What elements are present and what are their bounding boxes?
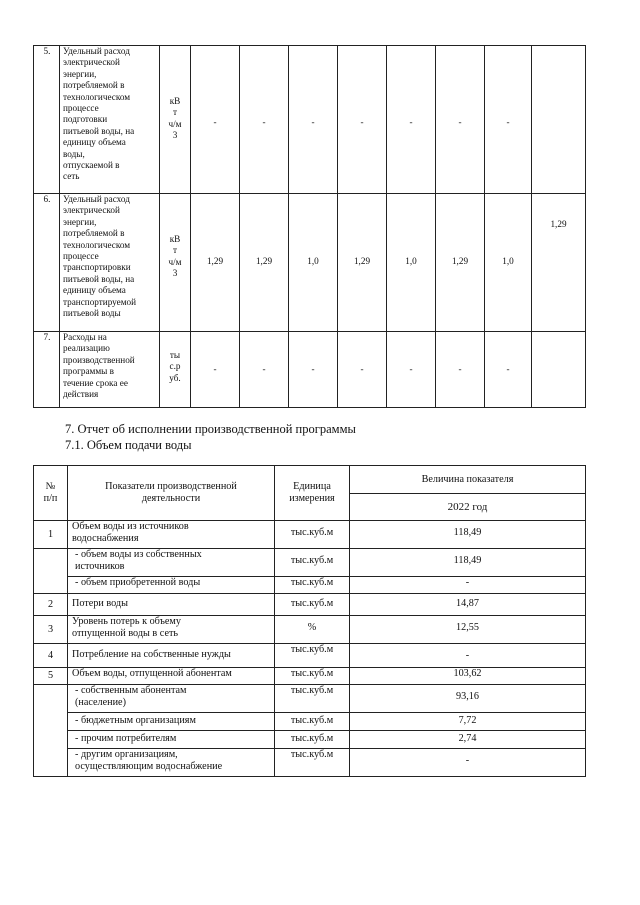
indicators-table	[33, 45, 586, 408]
indicator-name: Объем воды, отпущенной абонентам	[68, 668, 275, 685]
text-line: п/п	[43, 493, 58, 504]
text-line: Удельный расход	[63, 46, 130, 56]
header-num	[34, 466, 68, 521]
text-line: производственной	[63, 354, 135, 365]
row-number: 7.	[34, 332, 60, 408]
value-cell: -	[387, 46, 436, 194]
text-line: 3	[172, 268, 178, 279]
value-cell: 1,0	[485, 194, 532, 332]
value-cell: 1,29	[338, 194, 387, 332]
value-cell: -	[191, 46, 240, 194]
table-row	[34, 549, 586, 577]
indicator-name: - объем приобретенной воды	[68, 577, 275, 594]
indicator-name	[68, 685, 275, 713]
water-supply-table	[33, 465, 586, 777]
text-line: Уровень потерь к объему	[72, 616, 181, 627]
unit-cell: тыс.куб.м	[275, 713, 350, 731]
value-cell: -	[436, 46, 485, 194]
text-line: электрической	[63, 57, 120, 68]
text-line: деятельности	[141, 493, 201, 504]
text-line: потребляемой в	[63, 80, 125, 91]
table-row	[34, 644, 586, 668]
table-row	[34, 616, 586, 644]
text-line: технологическом	[63, 91, 131, 102]
section-title: 7. Отчет об исполнении производственной программы	[65, 422, 356, 436]
text-line: сеть	[63, 171, 80, 182]
value-cell: 7,72	[350, 713, 586, 731]
text-line: единицу объема	[63, 137, 126, 148]
table-row	[34, 731, 586, 749]
row-number: 1	[34, 521, 68, 549]
text-line: Единица	[293, 481, 331, 492]
value-cell: 1,0	[289, 194, 338, 332]
table-row	[34, 577, 586, 594]
text-line: транспортировки	[63, 262, 131, 273]
text-line: потребляемой в	[63, 228, 125, 239]
unit-cell: тыс.куб.м	[275, 685, 350, 713]
text-line: течение срока ее	[63, 377, 128, 388]
unit-cell: тыс.куб.м	[275, 577, 350, 594]
value-cell: 118,49	[350, 549, 586, 577]
value-cell: 1,29	[532, 194, 586, 332]
unit-cell	[160, 332, 191, 408]
indicator-name: - бюджетным организациям	[68, 713, 275, 731]
row-number: 3	[34, 616, 68, 644]
text-line: энергии,	[63, 68, 97, 79]
value-cell: -	[338, 332, 387, 408]
text-line: кВ	[169, 96, 181, 106]
indicator-name	[68, 749, 275, 777]
table-row	[34, 594, 586, 616]
header-year: 2022 год	[350, 494, 586, 521]
row-number: 4	[34, 644, 68, 668]
text-line: технологическом	[63, 239, 131, 250]
text-line: измерения	[289, 493, 335, 504]
text-line: отпускаемой в	[63, 160, 120, 171]
indicator-name: - прочим потребителям	[68, 731, 275, 749]
value-cell: -	[485, 332, 532, 408]
header-unit	[275, 466, 350, 521]
table-row	[34, 713, 586, 731]
unit-cell: тыс.куб.м	[275, 668, 350, 685]
subsection-title: 7.1. Объем подачи воды	[65, 438, 192, 452]
table-row	[34, 46, 586, 194]
text-line: ты	[169, 350, 181, 360]
table-row	[34, 521, 586, 549]
row-number: 6.	[34, 194, 60, 332]
value-cell	[532, 46, 586, 194]
unit-cell: тыс.куб.м	[275, 749, 350, 777]
table-row	[34, 332, 586, 408]
text-line: ч/м	[168, 256, 182, 267]
text-line: Удельный расход	[63, 194, 130, 204]
text-line: питьевой воды, на	[63, 125, 135, 136]
text-line: программы в	[63, 366, 114, 377]
row-number: 2	[34, 594, 68, 616]
table-row	[34, 194, 586, 332]
value-cell: 12,55	[350, 616, 586, 644]
text-line: осуществляющим водоснабжение	[75, 761, 223, 772]
text-line: - другим организациям,	[75, 749, 178, 760]
value-cell: -	[387, 332, 436, 408]
text-line: водоснабжения	[72, 533, 139, 544]
text-line: питьевой воды, на	[63, 273, 135, 284]
text-line: т	[172, 107, 177, 118]
value-cell: -	[350, 644, 586, 668]
unit-cell: %	[275, 616, 350, 644]
indicator-name	[60, 194, 160, 332]
text-line: кВ	[169, 234, 181, 244]
row-number	[34, 685, 68, 777]
unit-cell: тыс.куб.м	[275, 549, 350, 577]
value-cell: -	[240, 46, 289, 194]
unit-cell: тыс.куб.м	[275, 521, 350, 549]
text-line: транспортируемой	[63, 296, 137, 307]
value-cell: 1,29	[436, 194, 485, 332]
text-line: (население)	[75, 697, 126, 708]
header-value-title: Величина показателя	[350, 466, 586, 494]
text-line: энергии,	[63, 216, 97, 227]
unit-cell	[160, 194, 191, 332]
text-line: т	[172, 245, 177, 256]
value-cell: -	[338, 46, 387, 194]
text-line: подготовки	[63, 114, 108, 125]
indicator-name	[68, 616, 275, 644]
text-line: воды,	[63, 148, 85, 159]
value-cell: 93,16	[350, 685, 586, 713]
text-line: - собственным абонентам	[75, 685, 187, 696]
text-line: уб.	[169, 372, 181, 383]
table-row	[34, 668, 586, 685]
value-cell: 1,0	[387, 194, 436, 332]
value-cell: 14,87	[350, 594, 586, 616]
row-number	[34, 549, 68, 594]
text-line: ч/м	[168, 118, 182, 129]
value-cell: -	[289, 332, 338, 408]
value-cell: -	[350, 749, 586, 777]
text-line: с.р	[169, 361, 181, 372]
text-line: Показатели производственной	[105, 481, 237, 492]
text-line: отпущенной воды в сеть	[72, 628, 179, 639]
indicator-name: Потери воды	[68, 594, 275, 616]
value-cell: 1,29	[240, 194, 289, 332]
text-line: процессе	[63, 103, 99, 114]
indicator-name	[68, 521, 275, 549]
unit-cell: тыс.куб.м	[275, 644, 350, 668]
text-line: процессе	[63, 251, 99, 262]
text-line: действия	[63, 389, 99, 400]
value-cell: 1,29	[191, 194, 240, 332]
text-line: питьевой воды	[63, 308, 121, 319]
indicator-name: Потребление на собственные нужды	[68, 644, 275, 668]
header-indicator	[68, 466, 275, 521]
text-line: Расходы на	[63, 332, 107, 342]
table-row	[34, 685, 586, 713]
indicator-name	[60, 46, 160, 194]
value-cell: -	[436, 332, 485, 408]
table-header-row	[34, 466, 586, 494]
unit-cell: тыс.куб.м	[275, 594, 350, 616]
value-cell: -	[350, 577, 586, 594]
value-cell: -	[240, 332, 289, 408]
value-cell: 103,62	[350, 668, 586, 685]
value-cell: 118,49	[350, 521, 586, 549]
unit-cell: тыс.куб.м	[275, 731, 350, 749]
text-line: источников	[75, 561, 125, 572]
value-cell: 2,74	[350, 731, 586, 749]
indicator-name	[60, 332, 160, 408]
text-line: электрической	[63, 205, 120, 216]
unit-cell	[160, 46, 191, 194]
text-line: единицу объема	[63, 285, 126, 296]
text-line: 3	[172, 130, 178, 141]
text-line: реализацию	[63, 343, 110, 354]
text-line: - объем воды из собственных	[75, 549, 202, 560]
text-line: №	[45, 481, 56, 492]
indicator-name	[68, 549, 275, 577]
row-number: 5	[34, 668, 68, 685]
table-row	[34, 749, 586, 777]
value-cell: -	[485, 46, 532, 194]
value-cell: -	[191, 332, 240, 408]
value-cell: -	[289, 46, 338, 194]
row-number: 5.	[34, 46, 60, 194]
text-line: Объем воды из источников	[72, 521, 189, 532]
value-cell	[532, 332, 586, 408]
